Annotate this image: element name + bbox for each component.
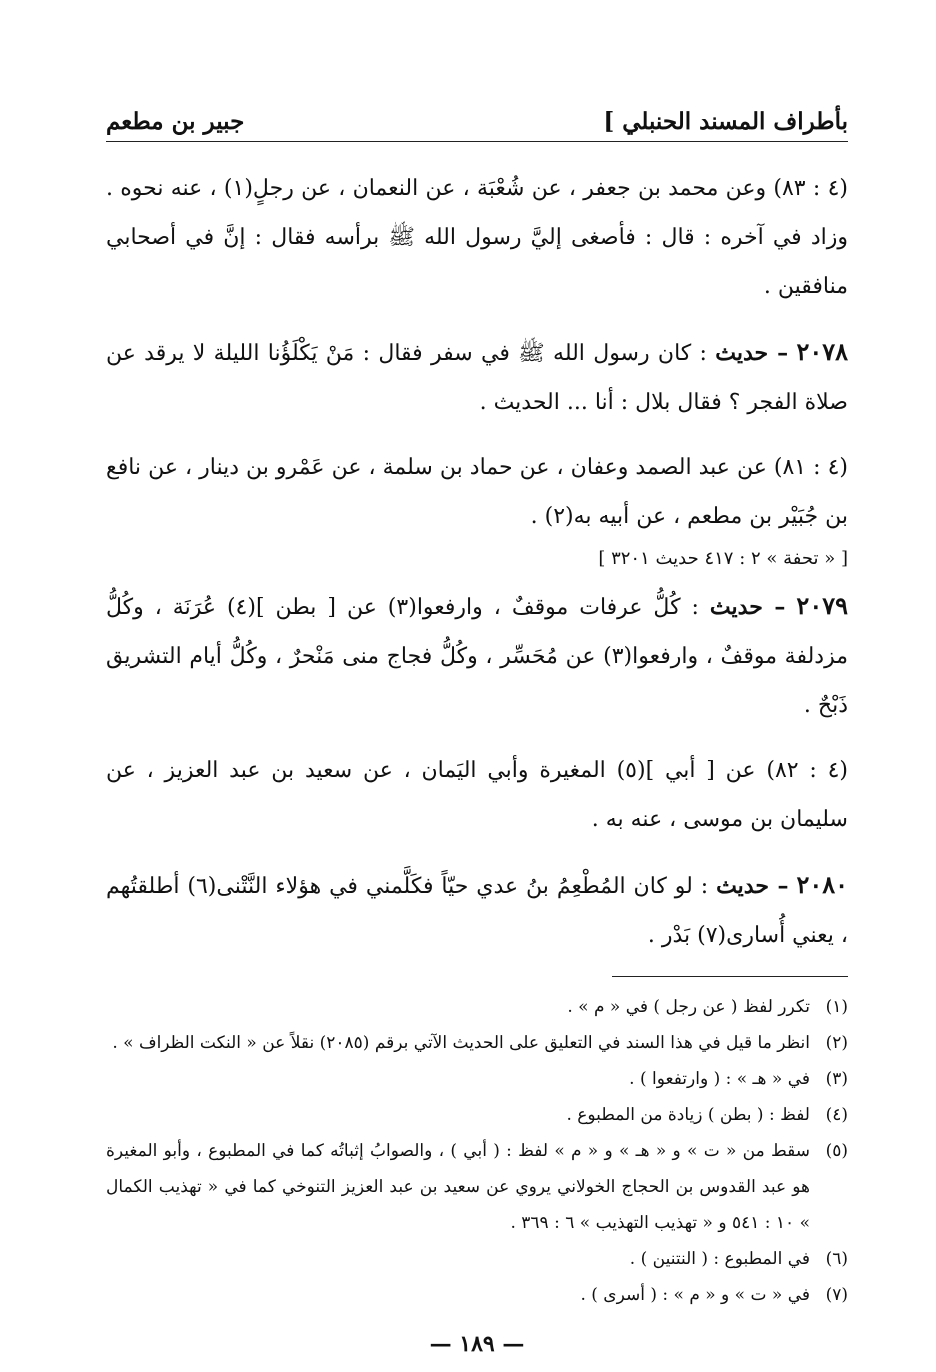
header-section-title: جبير بن مطعم bbox=[106, 108, 245, 135]
hadith-number: ٢٠٧٩ bbox=[796, 591, 848, 620]
running-header bbox=[106, 108, 848, 142]
footnote bbox=[106, 989, 848, 1025]
hadith-text: : كُلُّ عرفات موقفٌ ، وارفعوا(٣) عن [ بطن ](٤) عُرَنَة ، وكُلُّ مزدلفة موقفٌ ، وارفعوا(٣) عن مُحَسِّر ، وكُلُّ فجاج منى مَنْحرٌ ، وكُلُّ أيام التشريق ذَبْحٌ . bbox=[106, 595, 848, 718]
hadith-label: – حديث bbox=[715, 340, 789, 366]
hadith-label: – حديث bbox=[716, 873, 789, 899]
header-book-title: بأطراف المسند الحنبلي ] bbox=[603, 108, 848, 135]
hadith-text: : كان رسول الله ﷺ في سفر فقال : مَنْ يَكْلَؤُنا الليلة لا يرقد عن صلاة الفجر ؟ فقال بلال : أنا ... الحديث . bbox=[106, 341, 848, 415]
hadith-2080 bbox=[106, 860, 848, 960]
footnote-divider bbox=[612, 976, 848, 977]
tuhfa-reference: [ « تحفة » ٢ : ٤١٧ حديث ٣٢٠١ ] bbox=[598, 548, 848, 569]
paragraph-chain-81: (٤ : ٨١) عن عبد الصمد وعفان ، عن حماد بن سلمة ، عن عَمْرو بن دينار ، عن نافع بن جُبَيْر بن مطعم ، عن أبيه به(٢) . bbox=[106, 455, 849, 529]
paragraph-chain-82: (٤ : ٨٢) عن [ أبي ](٥) المغيرة وأبي اليَمان ، عن سعيد بن عبد العزيز ، عن سليمان بن موسى ، عنه به . bbox=[106, 758, 848, 832]
hadith-2078 bbox=[106, 327, 848, 427]
footnote bbox=[106, 1061, 848, 1097]
page-number: — ١٨٩ — bbox=[429, 1331, 525, 1357]
footnote bbox=[106, 1133, 848, 1241]
footnote-text: لفظ : ( بطن ) زيادة من المطبوع . bbox=[566, 1105, 810, 1125]
hadith-label: – حديث bbox=[709, 594, 786, 620]
hadith-2079 bbox=[106, 581, 848, 730]
footnote-text: في « هـ » : ( وارتفعوا ) . bbox=[629, 1069, 810, 1089]
hadith-number: ٢٠٧٨ bbox=[796, 337, 848, 366]
footnote bbox=[106, 1277, 848, 1313]
footnote-text: سقط من « ت » و « هـ » و « م » لفظ : ( أبي ) ، والصوابُ إثباتُه كما في المطبوع ، وأبو المغيرة هو عبد القدوس بن الحجاج الخولاني يروي عن سعيد بن عبد العزيز التنوخي كما في « تهذيب الكمال » ١٠ : ٥٤١ و « تهذيب التهذيب » ٦ : ٣٦٩ . bbox=[106, 1141, 810, 1233]
footnote-text: انظر ما قيل في هذا السند في التعليق على الحديث الآتي برقم (٢٠٨٥) نقلاً عن « النكت الظراف » . bbox=[112, 1033, 810, 1053]
paragraph-chain-83: (٤ : ٨٣) وعن محمد بن جعفر ، عن شُعْبَة ، عن النعمان ، عن رجلٍ(١) ، عنه نحوه . وزاد في آخره : قال : فأصغى إليَّ رسول الله ﷺ برأسه فقال : إنَّ في أصحابي منافقين . bbox=[106, 176, 848, 299]
footnote bbox=[106, 1241, 848, 1277]
main-text bbox=[106, 164, 848, 960]
footnote-number: (١) bbox=[825, 997, 848, 1017]
footnote-number: (٣) bbox=[825, 1069, 848, 1089]
hadith-number: ٢٠٨٠ bbox=[796, 870, 848, 899]
footnote-text: في « ت » و « م » : ( أسرى ) . bbox=[580, 1285, 810, 1305]
footnote-number: (٥) bbox=[825, 1141, 848, 1161]
footnote-text: في المطبوع : ( النتنين ) . bbox=[629, 1249, 810, 1269]
footnote-number: (٦) bbox=[825, 1249, 848, 1269]
footnotes bbox=[106, 989, 848, 1313]
footnote-number: (٤) bbox=[825, 1105, 848, 1125]
footnote bbox=[106, 1025, 848, 1061]
footnote-text: تكرر لفظ ( عن رجل ) في « م » . bbox=[567, 997, 810, 1017]
hadith-text: : لو كان المُطْعِمُ بنُ عدي حيّاً فكَلَّمني في هؤلاء النَّتْنى(٦) أطلقتُهم ، يعني أُسارى(٧) بَدْر . bbox=[106, 874, 848, 948]
footnote-number: (٢) bbox=[825, 1033, 848, 1053]
footnote-number: (٧) bbox=[825, 1285, 848, 1305]
footnote bbox=[106, 1097, 848, 1133]
